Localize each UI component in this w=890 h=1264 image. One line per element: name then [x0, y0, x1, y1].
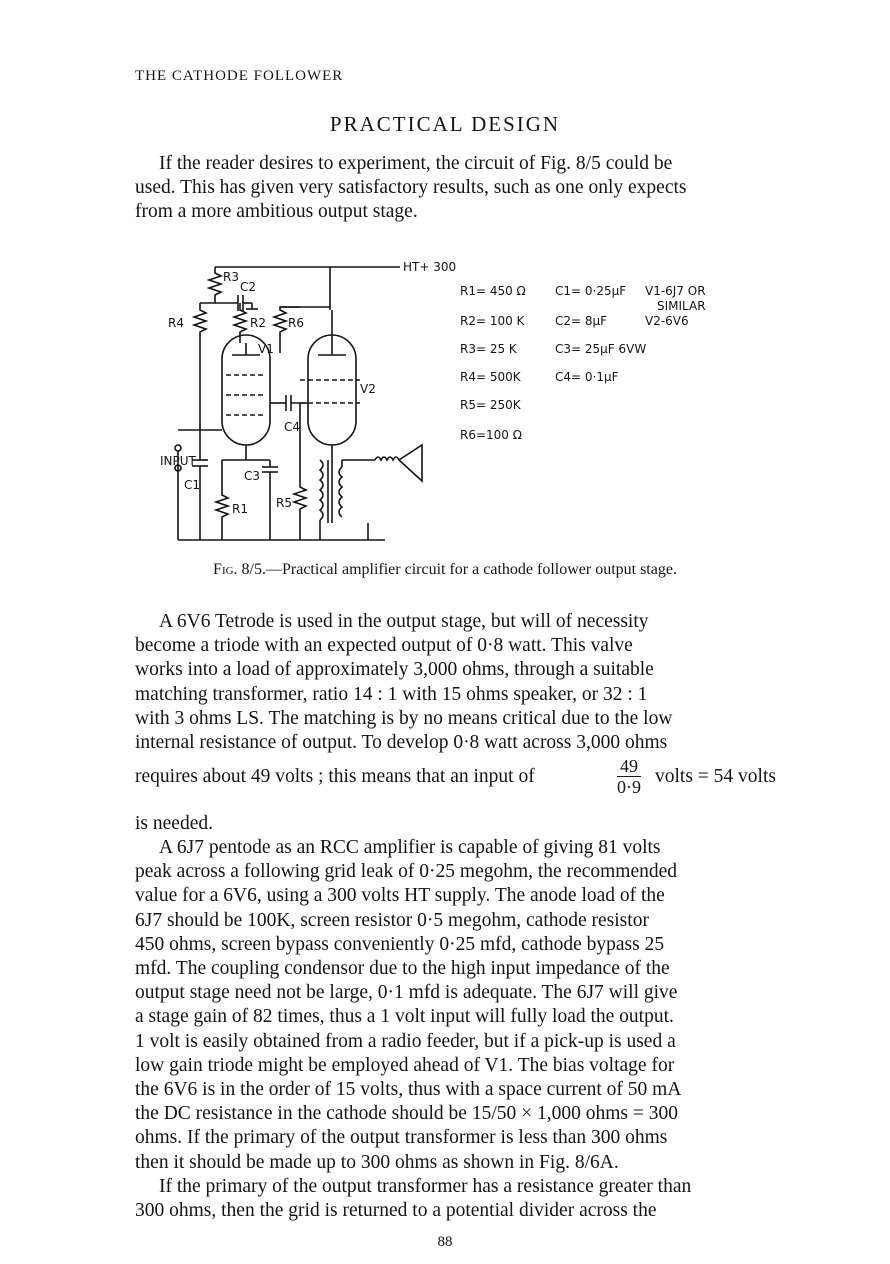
equation-text-before: requires about 49 volts ; this means that an input of	[135, 766, 535, 787]
svg-text:V2-6V6: V2-6V6	[645, 314, 689, 328]
paragraph-pentode	[135, 836, 821, 1175]
text-line: output stage need not be large, 0·1 mfd is adequate. The 6J7 will give	[135, 982, 678, 1004]
paragraph-output-stage	[135, 610, 821, 755]
text-line: 300 ohms, then the grid is returned to a potential divider across the	[135, 1200, 657, 1222]
text-line: become a triode with an expected output of 0·8 watt. This valve	[135, 635, 633, 657]
text-line: low gain triode might be employed ahead of V1. The bias voltage for	[135, 1054, 675, 1076]
svg-text:C4= 0·1μF: C4= 0·1μF	[555, 370, 619, 384]
text-line: If the primary of the output transformer has a resistance greater than	[159, 1176, 692, 1197]
equation-line	[135, 754, 825, 812]
label-r1: R1	[232, 502, 248, 516]
label-v2: V2	[360, 382, 376, 396]
label-c2: C2	[240, 280, 257, 294]
text-line: mfd. The coupling condensor due to the high input impedance of the	[135, 958, 670, 980]
resistor-values	[460, 284, 526, 442]
caption-text: —Practical amplifier circuit for a cathode follower output stage.	[266, 561, 677, 578]
intro-paragraph	[135, 152, 821, 225]
label-c1: C1	[184, 478, 201, 492]
svg-text:R5= 250K: R5= 250K	[460, 398, 521, 412]
text-line: a stage gain of 82 times, thus a 1 volt input will fully load the output.	[135, 1006, 674, 1028]
fraction-numerator: 49	[617, 756, 641, 777]
svg-text:V1-6J7 OR: V1-6J7 OR	[645, 284, 706, 298]
text-line: with 3 ohms LS. The matching is by no means critical due to the low	[135, 707, 673, 729]
text-line: A 6V6 Tetrode is used in the output stage, but will of necessity	[159, 611, 649, 632]
svg-text:R3= 25 K: R3= 25 K	[460, 342, 517, 356]
page-number: 88	[437, 1234, 453, 1250]
circuit-diagram	[160, 255, 830, 545]
text-line: used. This has given very satisfactory results, such as one only expects	[135, 177, 687, 199]
running-head: THE CATHODE FOLLOWER	[135, 68, 344, 84]
loudspeaker	[399, 445, 422, 481]
text-line: internal resistance of output. To develop 0·8 watt across 3,000 ohms	[135, 732, 668, 754]
section-title: PRACTICAL DESIGN	[329, 112, 561, 136]
svg-text:C1= 0·25μF: C1= 0·25μF	[555, 284, 627, 298]
r4-resistor	[194, 303, 215, 405]
text-line: the DC resistance in the cathode should be 15/50 × 1,000 ohms = 300	[135, 1103, 678, 1125]
svg-text:C2= 8μF: C2= 8μF	[555, 314, 608, 328]
label-r6: R6	[288, 316, 304, 330]
figure-caption	[0, 561, 890, 579]
transformer-secondary	[339, 467, 342, 517]
text-line: 6J7 should be 100K, screen resistor 0·5 megohm, cathode resistor	[135, 909, 649, 931]
label-c3: C3	[244, 469, 261, 483]
text-line: then it should be made up to 300 ohms as shown in Fig. 8/6A.	[135, 1151, 619, 1173]
label-r3: R3	[223, 270, 239, 284]
text-line: the 6V6 is in the order of 15 volts, thus with a space current of 50 mA	[135, 1079, 682, 1101]
text-line: value for a 6V6, using a 300 volts HT supply. The anode load of the	[135, 885, 665, 907]
text-line: is needed.	[135, 813, 213, 834]
label-v1: V1	[258, 342, 274, 356]
paragraph-transformer	[135, 1175, 821, 1223]
transformer-primary	[320, 460, 323, 520]
text-line: peak across a following grid leak of 0·25 megohm, the recommended	[135, 861, 678, 883]
text-line: ohms. If the primary of the output transformer is less than 300 ohms	[135, 1127, 668, 1149]
input-label: INPUT	[160, 454, 196, 468]
text-line: matching transformer, ratio 14 : 1 with 15 ohms speaker, or 32 : 1	[135, 683, 648, 705]
text-line: 450 ohms, screen bypass conveniently 0·25 mfd, cathode bypass 25	[135, 933, 665, 955]
fraction-denominator: 0·9	[617, 777, 641, 797]
capacitor-values	[555, 284, 646, 384]
svg-text:R2= 100 K: R2= 100 K	[460, 314, 525, 328]
svg-text:SIMILAR: SIMILAR	[657, 299, 706, 313]
fraction	[617, 756, 641, 797]
r6-resistor	[274, 267, 330, 353]
r3-resistor	[209, 267, 221, 303]
r1-resistor	[216, 460, 228, 540]
text-line: A 6J7 pentode as an RCC amplifier is capable of giving 81 volts	[159, 837, 661, 858]
label-r2: R2	[250, 316, 266, 330]
label-r5: R5	[276, 496, 292, 510]
supply-label: HT+ 300	[403, 260, 457, 274]
label-r4: R4	[168, 316, 184, 330]
valve-values	[645, 284, 706, 328]
svg-text:R6=100 Ω: R6=100 Ω	[460, 428, 522, 442]
caption-label: Fig. 8/5.	[213, 561, 266, 578]
svg-text:R1= 450 Ω: R1= 450 Ω	[460, 284, 526, 298]
label-c4: C4	[284, 420, 301, 434]
text-line: from a more ambitious output stage.	[135, 201, 418, 223]
svg-text:R4= 500K: R4= 500K	[460, 370, 521, 384]
text-line: 1 volt is easily obtained from a radio feeder, but if a pick-up is used a	[135, 1030, 676, 1052]
text-line: works into a load of approximately 3,000 ohms, through a suitable	[135, 659, 654, 681]
svg-text:C3= 25μF 6VW: C3= 25μF 6VW	[555, 342, 647, 356]
text-line: If the reader desires to experiment, the circuit of Fig. 8/5 could be	[159, 153, 673, 174]
equation-text-after: volts = 54 volts	[655, 766, 776, 787]
